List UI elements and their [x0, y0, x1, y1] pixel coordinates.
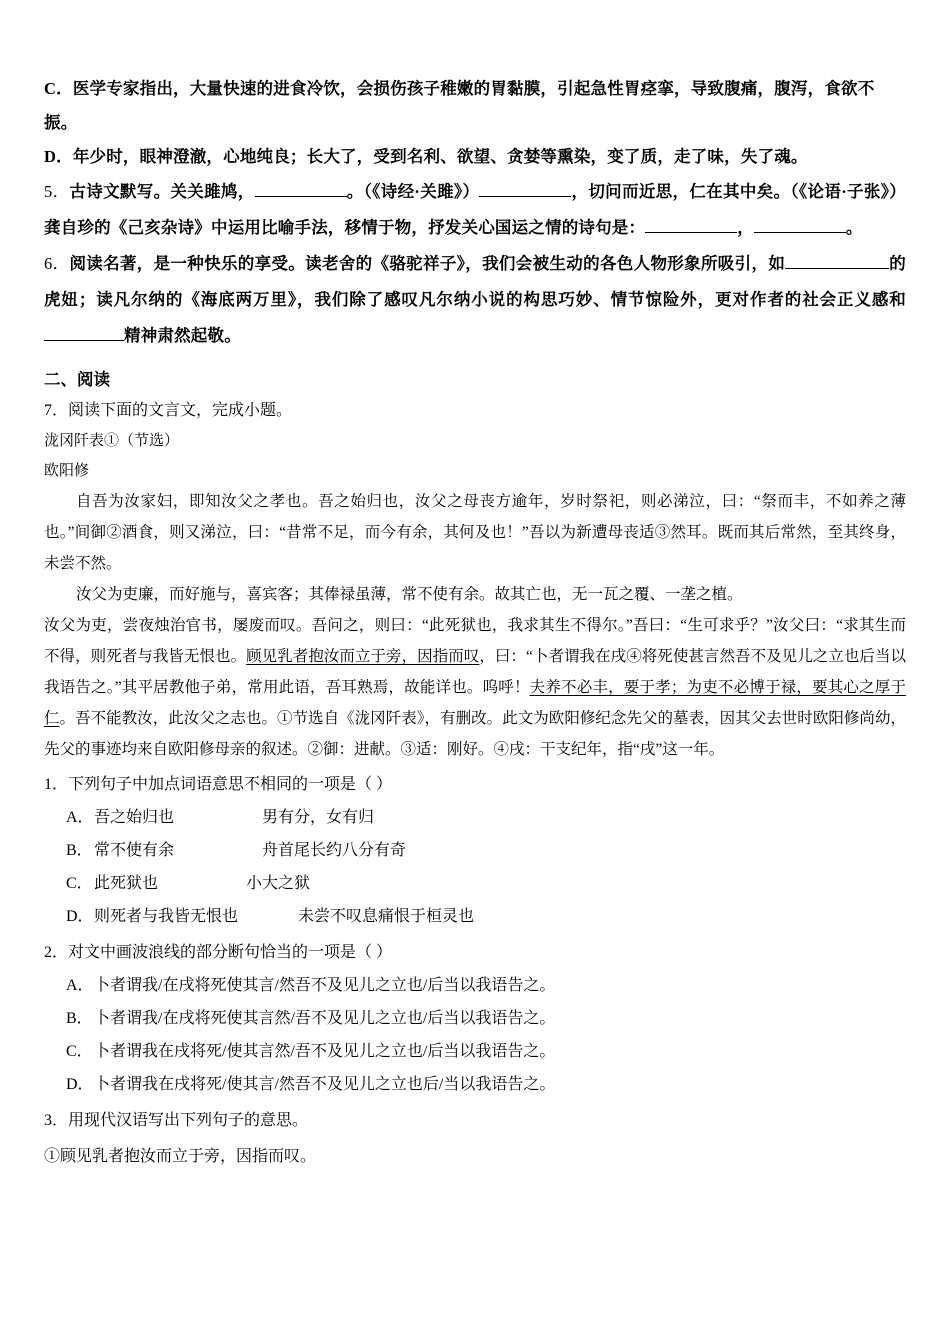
sub-question-1 — [44, 769, 906, 801]
question-6-seg1: 阅读名著，是一种快乐的享受。读老舍的《骆驼祥子》，我们会被生动的各色人物形象所吸引，如 — [69, 254, 786, 273]
page-content — [44, 72, 906, 1173]
choice-right: 男有分，女有归 — [262, 809, 375, 826]
choice-text: 卜者谓我在戌将死/使其言/然吾不及见儿之立也后/当以我语告之。 — [94, 1076, 556, 1093]
question-6 — [44, 246, 906, 354]
sub-question-1-number: 1． — [44, 776, 69, 793]
choice-left: 常不使有余 — [94, 842, 175, 859]
sub1-choice-b[interactable] — [44, 834, 906, 867]
question-7-stem — [44, 396, 906, 426]
answer-blank[interactable] — [479, 181, 571, 197]
sub-question-3-stem: 用现代汉语写出下列句子的意思。 — [68, 1112, 309, 1129]
sub1-choice-d[interactable] — [44, 900, 906, 933]
classic-text-title: 泷冈阡表①（节选） — [44, 433, 180, 449]
classic-paragraph-1: 自吾为汝家妇，即知汝父之孝也。吾之始归也，汝父之母丧方逾年，岁时祭祀，则必涕泣，曰：“祭而丰，不如养之薄也。”间御②酒食，则又涕泣，曰：“昔常不足，而今有余，其何及也！”吾以为新遭母丧适③然耳。既而其后常然，至其终身，未尝不然。 — [44, 493, 906, 572]
question-5-seg4: ， — [737, 218, 754, 237]
sub-question-1-stem: 下列句子中加点词语意思不相同的一项是（ ） — [68, 776, 393, 793]
option-line-c — [44, 72, 906, 140]
sub-question-2-stem: 对文中画波浪线的部分断句恰当的一项是（ ） — [68, 944, 393, 961]
sub2-choice-b[interactable] — [44, 1002, 906, 1035]
choice-text: 卜者谓我/在戌将死使其言然/吾不及见儿之立也/后当以我语告之。 — [94, 1010, 556, 1027]
question-5-number: 5． — [44, 182, 70, 201]
sub2-choice-c[interactable] — [44, 1035, 906, 1068]
answer-blank[interactable] — [645, 217, 737, 233]
choice-letter: C． — [66, 1043, 93, 1060]
classic-paragraph-2: 汝父为吏廉，而好施与，喜宾客；其俸禄虽薄，常不使有余。故其亡也，无一瓦之覆、一垄之植。 — [76, 586, 743, 603]
question-7-stem-text: 阅读下面的文言文，完成小题。 — [68, 402, 293, 419]
option-text-c: 医学专家指出，大量快速的进食冷饮，会损伤孩子稚嫩的胃黏膜，引起急性胃痉挛，导致腹痛，腹泻，食欲不振。 — [44, 79, 875, 132]
choice-letter: A． — [66, 809, 94, 826]
sub-question-3-number: 3． — [44, 1112, 69, 1129]
sub-question-3 — [44, 1105, 906, 1137]
sub-question-2-number: 2． — [44, 944, 69, 961]
question-6-seg2: 的虎妞；读凡尔纳的《海底两万里》，我们除了感叹凡尔纳小说的构思巧妙、情节惊险外，更对作者的社会正义感和 — [44, 254, 907, 309]
choice-letter: D． — [66, 1076, 94, 1093]
sub2-choice-d[interactable] — [44, 1068, 906, 1101]
choice-letter: D． — [66, 908, 94, 925]
choice-right: 未尝不叹息痛恨于桓灵也 — [298, 908, 475, 925]
sub1-choice-c[interactable] — [44, 867, 906, 900]
choice-right: 小大之狱 — [246, 875, 311, 892]
choice-letter: B． — [66, 1010, 93, 1027]
classic-paragraph-3 — [44, 610, 906, 765]
sub1-choice-a[interactable] — [44, 801, 906, 834]
answer-blank[interactable] — [44, 325, 124, 341]
option-label-d: D． — [44, 147, 73, 166]
underlined-phrase-1: 顾见乳者抱汝而立于旁，因指而叹 — [246, 648, 480, 665]
classic-paragraph-3-b: ，曰：“卜者谓我在戌④将死使甚言然吾不及见儿之立也后当以我语告之。”其平居教他子弟，常用此语，吾耳熟焉，故能详也。呜呼！ — [44, 648, 906, 696]
answer-blank[interactable] — [785, 253, 889, 269]
choice-left: 则死者与我皆无恨也 — [94, 908, 239, 925]
section-title-reading: 二、阅读 — [44, 370, 110, 389]
question-6-number: 6． — [44, 254, 70, 273]
question-7-number: 7． — [44, 402, 69, 419]
answer-blank[interactable] — [754, 217, 846, 233]
classic-text-author: 欧阳修 — [44, 463, 90, 479]
question-5-seg5: 。 — [845, 218, 863, 237]
choice-left: 吾之始归也 — [94, 809, 175, 826]
choice-left: 此死狱也 — [94, 875, 159, 892]
question-5-seg2: 。（《诗经·关雎》） — [346, 182, 480, 201]
underlined-phrase-2: 夫养不必丰，要于孝；为吏不必博于禄，要其心之厚于仁 — [44, 679, 906, 727]
answer-blank[interactable] — [255, 181, 347, 197]
classic-paragraph-3-a: 汝父为吏，尝夜烛治官书，屡废而叹。吾问之，则曰：“此死狱也，我求其生不得尔。”吾曰：“生可求乎？”汝父曰：“求其生而不得，则死者与我皆无恨也。 — [44, 617, 906, 665]
option-label-c: C． — [44, 79, 73, 98]
option-line-d — [44, 140, 906, 174]
choice-text: 卜者谓我在戌将死/使其言然/吾不及见儿之立也/后当以我语告之。 — [94, 1043, 556, 1060]
question-5-seg1: 古诗文默写。关关雎鸠， — [69, 182, 255, 201]
sub-question-2 — [44, 937, 906, 969]
translation-item-1: ①顾见乳者抱汝而立于旁，因指而叹。 — [44, 1148, 317, 1165]
question-5-seg3: ，切问而近思，仁在其中矣。（《论语·子张》）龚自珍的《己亥杂诗》中运用比喻手法，移情于物，抒发关心国运之情的诗句是： — [44, 182, 906, 237]
choice-text: 卜者谓我/在戌将死使其言/然吾不及见儿之立也/后当以我语告之。 — [94, 977, 556, 994]
question-6-seg3: 精神肃然起敬。 — [124, 326, 241, 345]
choice-letter: A． — [66, 977, 94, 994]
sub2-choice-a[interactable] — [44, 969, 906, 1002]
classic-paragraph-3-c: 。吾不能教汝，此汝父之志也。①节选自《泷冈阡表》，有删改。此文为欧阳修纪念先父的墓表，因其父去世时欧阳修尚幼，先父的事迹均来自欧阳修母亲的叙述。②御：进献。③适：刚好。④戌：干支纪年，指“戌”这一年。 — [44, 710, 906, 758]
choice-letter: C． — [66, 875, 93, 892]
question-5 — [44, 174, 906, 246]
choice-letter: B． — [66, 842, 93, 859]
option-text-d: 年少时，眼神澄澈，心地纯良；长大了，受到名利、欲望、贪婪等熏染，变了质，走了味，失了魂。 — [72, 147, 808, 166]
choice-right: 舟首尾长约八分有奇 — [262, 842, 407, 859]
